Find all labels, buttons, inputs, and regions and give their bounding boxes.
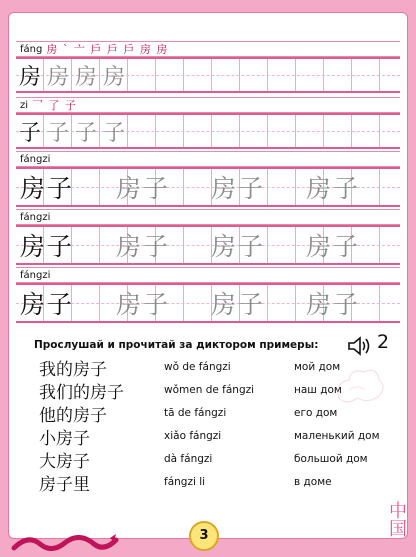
pinyin-label: fángzi <box>20 153 51 165</box>
practice-word: 房子 <box>211 290 266 319</box>
pinyin-row <box>16 97 400 113</box>
example-chinese: 房子里 <box>39 475 90 495</box>
stroke-order: 房 ˋ 亠 戶 戶 戶 房 房 <box>46 43 169 56</box>
practice-word: 房子 <box>116 174 171 203</box>
practice-char: 房 <box>18 64 41 90</box>
practice-word: 房子 <box>116 232 171 261</box>
side-text-china: 中国 <box>386 501 407 537</box>
stroke-order: 乛 了 子 <box>32 99 78 112</box>
practice-char: 房 <box>102 64 125 90</box>
pinyin-row <box>16 209 400 225</box>
practice-char: 子 <box>46 120 69 146</box>
examples-title: Прослушай и прочитай за диктором примеры: <box>34 339 319 351</box>
pinyin-label: fáng <box>20 43 43 55</box>
example-pinyin: dà fángzi <box>164 453 213 465</box>
example-pinyin: wǒ de fángzi <box>164 361 231 373</box>
list-item <box>39 470 389 493</box>
pinyin-row <box>16 41 400 57</box>
pinyin-label: fángzi <box>20 211 51 223</box>
character-grid <box>16 167 400 207</box>
pinyin-row <box>16 267 400 283</box>
list-item <box>39 447 389 470</box>
workbook-page <box>8 12 408 539</box>
character-grid <box>16 283 400 323</box>
example-translation: мой дом <box>294 361 341 373</box>
character-grid <box>16 225 400 265</box>
practice-word: 房子 <box>116 290 171 319</box>
example-chinese: 我的房子 <box>39 360 107 380</box>
practice-word: 房子 <box>211 232 266 261</box>
practice-word: 房子 <box>20 174 75 203</box>
practice-block-fang <box>16 41 400 93</box>
practice-block-fangzi <box>16 209 400 265</box>
practice-word: 房子 <box>306 290 361 319</box>
practice-block-fangzi <box>16 151 400 207</box>
practice-char: 房 <box>74 64 97 90</box>
practice-word: 房子 <box>306 232 361 261</box>
example-chinese: 我们的房子 <box>39 383 124 403</box>
page-number: 3 <box>189 521 219 551</box>
character-grid <box>16 113 400 149</box>
practice-char: 房 <box>46 64 69 90</box>
practice-word: 房子 <box>20 290 75 319</box>
practice-block-fangzi <box>16 267 400 323</box>
example-translation: в доме <box>294 476 332 488</box>
pinyin-row <box>16 151 400 167</box>
practice-word: 房子 <box>306 174 361 203</box>
list-item <box>39 424 389 447</box>
example-pinyin: fángzi li <box>164 476 206 488</box>
example-translation: его дом <box>294 407 338 419</box>
character-grid <box>16 57 400 93</box>
practice-block-zi <box>16 97 400 149</box>
pinyin-label: fángzi <box>20 269 51 281</box>
practice-word: 房子 <box>211 174 266 203</box>
example-chinese: 大房子 <box>39 452 90 472</box>
audio-track-number: 2 <box>377 331 390 353</box>
example-translation: наш дом <box>294 384 342 396</box>
practice-char: 子 <box>102 120 125 146</box>
practice-char: 子 <box>74 120 97 146</box>
practice-word: 房子 <box>20 232 75 261</box>
example-chinese: 小房子 <box>39 429 90 449</box>
example-pinyin: xiǎo fángzi <box>164 430 222 442</box>
cloud-decoration-icon <box>329 358 389 418</box>
example-translation: маленький дом <box>294 430 380 442</box>
example-chinese: 他的房子 <box>39 406 107 426</box>
dragon-icon <box>10 530 120 556</box>
practice-char: 子 <box>18 120 41 146</box>
pinyin-label: zi <box>20 99 29 111</box>
example-pinyin: wǒmen de fángzi <box>164 384 255 396</box>
example-pinyin: tā de fángzi <box>164 407 227 419</box>
example-translation: большой дом <box>294 453 368 465</box>
